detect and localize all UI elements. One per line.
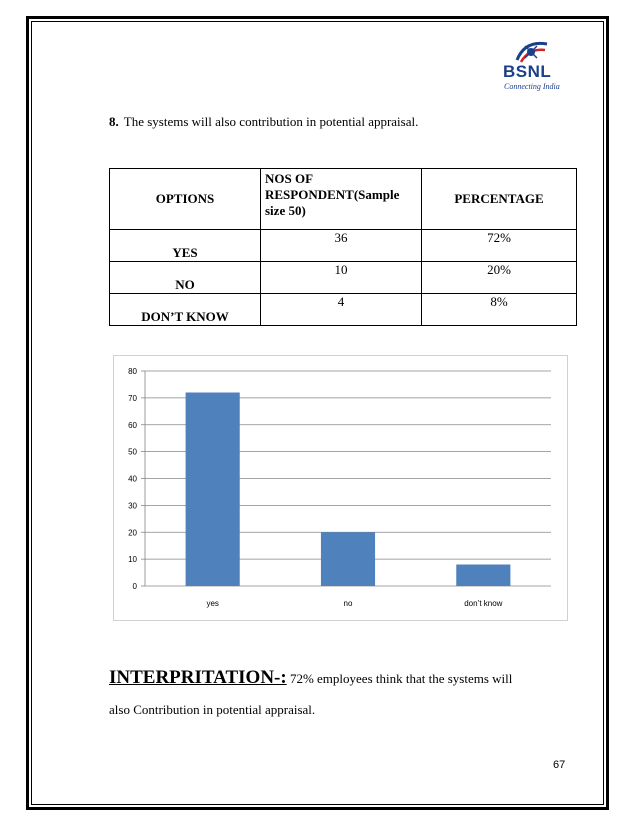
y-tick-label: 30 [128, 501, 137, 511]
x-tick-label: don’t know [464, 599, 503, 608]
table-row [110, 294, 577, 326]
question-text: The systems will also contribution in potential appraisal. [123, 114, 419, 129]
y-tick-label: 70 [128, 393, 137, 403]
count-cell: 10 [261, 262, 422, 294]
chart-container [113, 355, 568, 621]
table-row [110, 230, 577, 262]
count-cell: 36 [261, 230, 422, 262]
bar [321, 532, 375, 586]
logo-tagline: Connecting India [504, 82, 560, 91]
header-respondents: NOS OF RESPONDENT(Sample size 50) [261, 169, 422, 230]
y-tick-label: 20 [128, 528, 137, 538]
interpretation [109, 662, 579, 725]
percent-cell: 20% [422, 262, 577, 294]
y-tick-label: 40 [128, 474, 137, 484]
y-tick-label: 0 [132, 582, 137, 591]
x-tick-label: yes [206, 599, 219, 608]
x-tick-label: no [343, 599, 353, 608]
question-number: 8. [109, 114, 119, 129]
bar [456, 565, 510, 587]
y-tick-label: 60 [128, 420, 137, 430]
page-number: 67 [553, 759, 566, 771]
table-header-row [110, 169, 577, 230]
y-tick-label: 10 [128, 555, 137, 565]
y-tick-label: 80 [128, 367, 137, 376]
response-table [109, 168, 577, 326]
logo-brand: BSNL [503, 62, 552, 81]
count-cell: 4 [261, 294, 422, 326]
percent-cell: 72% [422, 230, 577, 262]
option-cell: DON’T KNOW [110, 294, 261, 326]
question [109, 114, 418, 130]
bar-chart [114, 356, 567, 620]
percent-cell: 8% [422, 294, 577, 326]
bar [186, 393, 240, 587]
table-row [110, 262, 577, 294]
header-options: OPTIONS [110, 169, 261, 230]
interpretation-heading: INTERPRITATION-: [109, 667, 287, 688]
y-tick-label: 50 [128, 447, 137, 457]
option-cell: NO [110, 262, 261, 294]
header-percentage: PERCENTAGE [422, 169, 577, 230]
option-cell: YES [110, 230, 261, 262]
interpretation-line2: also Contribution in potential appraisal. [109, 702, 316, 717]
interpretation-line1: 72% employees think that the systems will [286, 671, 513, 686]
